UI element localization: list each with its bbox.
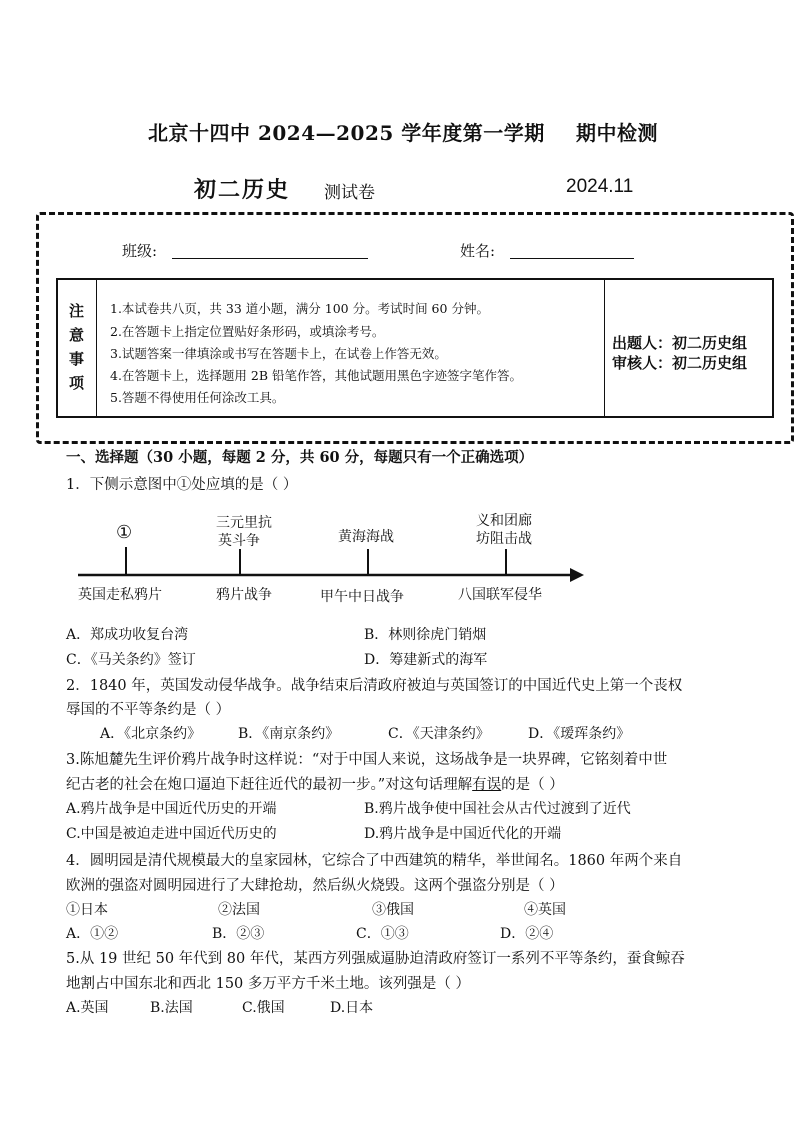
class-label: 班级: <box>122 242 158 260</box>
timeline-event: 三元里抗 <box>216 515 272 531</box>
timeline-event-blank: ① <box>116 522 133 543</box>
question-3-stem-cont <box>66 773 564 794</box>
timeline-arrow <box>570 568 584 582</box>
q3-option-d[interactable]: D.鸦片战争是中国近代化的开端 <box>364 826 562 842</box>
timeline-event: 鸦片战争 <box>216 587 272 603</box>
q4-option-c[interactable]: C．①③ <box>356 926 409 942</box>
q2-option-a[interactable]: A．《北京条约》 <box>100 726 202 742</box>
author-label: 出题人：初二历史组 <box>612 334 748 352</box>
notice-rule: 3.试题答案一律填涂或书写在答题卡上，在试卷上作答无效。 <box>110 346 447 361</box>
question-1-stem: 1．下侧示意图中①处应填的是（ ） <box>66 477 298 493</box>
question-4-stem-cont: 欧洲的强盗对圆明园进行了大肆抢劫，然后纵火烧毁。这两个强盗分别是（ ） <box>66 878 564 894</box>
timeline-event: 英斗争 <box>218 533 260 549</box>
q3-option-b[interactable]: B.鸦片战争使中国社会从古代过渡到了近代 <box>364 801 631 817</box>
notice-heading-char: 项 <box>69 374 85 392</box>
q1-option-a[interactable]: A．郑成功收复台湾 <box>66 627 189 643</box>
notice-rule: 5.答题不得使用任何涂改工具。 <box>110 390 285 405</box>
question-3-stem: 3.陈旭麓先生评价鸦片战争时这样说：“对于中国人来说，这场战争是一块界碑，它铭刻着中世 <box>66 752 668 768</box>
name-label: 姓名: <box>460 242 496 260</box>
timeline-event: 坊阻击战 <box>476 531 532 547</box>
class-field[interactable] <box>172 258 368 259</box>
q3-option-a[interactable]: A.鸦片战争是中国近代历史的开端 <box>66 801 277 817</box>
notice-heading-char: 事 <box>69 350 85 368</box>
q3-option-c[interactable]: C.中国是被迫走进中国近代历史的 <box>66 826 277 842</box>
q4-item: ①日本 <box>66 902 108 918</box>
q4-option-b[interactable]: B．②③ <box>212 926 265 942</box>
q1-option-c[interactable]: C．《马关条约》签订 <box>66 652 196 668</box>
notice-rule: 2.在答题卡上指定位置贴好条形码，或填涂考号。 <box>110 324 385 339</box>
name-field[interactable] <box>510 258 634 259</box>
exam-title: 北京十四中 2024—2025 学年度第一学期 <box>148 121 545 145</box>
timeline-event: 甲午中日战争 <box>320 589 404 605</box>
q4-item: ②法国 <box>218 902 260 918</box>
q4-option-d[interactable]: D．②④ <box>500 926 554 942</box>
q5-option-c[interactable]: C.俄国 <box>242 1000 285 1016</box>
q2-option-d[interactable]: D．《瑷珲条约》 <box>528 726 631 742</box>
q5-option-d[interactable]: D.日本 <box>330 1000 374 1016</box>
question-5-stem-cont: 地割占中国东北和西北 150 多万平方千米土地。该列强是（ ） <box>66 976 471 992</box>
notice-rule: 4.在答题卡上，选择题用 2B 铅笔作答，其他试题用黑色字迹签字笔作答。 <box>110 368 523 383</box>
question-2-stem-cont: 辱国的不平等条约是（ ） <box>66 702 231 718</box>
q4-item: ④英国 <box>524 902 566 918</box>
q4-item: ③俄国 <box>372 902 414 918</box>
question-4-stem: 4．圆明园是清代规模最大的皇家园林，它综合了中西建筑的精华，举世闻名。1860 年两个来自 <box>66 853 683 869</box>
question-2-stem: 2．1840 年，英国发动侵华战争。战争结束后清政府被迫与英国签订的中国近代史上第一个丧权 <box>66 678 683 694</box>
subject-title: 初二历史 <box>194 177 291 203</box>
notice-heading-cell <box>58 280 97 416</box>
notice-heading-char: 注 <box>69 302 85 320</box>
timeline-event: 黄海海战 <box>338 529 394 545</box>
q2-option-c[interactable]: C．《天津条约》 <box>388 726 490 742</box>
q3-emphasis: 有误 <box>472 777 502 793</box>
q5-option-a[interactable]: A.英国 <box>66 1000 109 1016</box>
q2-option-b[interactable]: B．《南京条约》 <box>238 726 340 742</box>
reviewer-label: 审核人：初二历史组 <box>612 354 748 372</box>
timeline-event: 英国走私鸦片 <box>78 587 162 603</box>
q3-text-end: 的是（ ） <box>501 777 564 793</box>
paper-label: 测试卷 <box>324 183 375 203</box>
exam-type: 期中检测 <box>576 121 658 145</box>
q1-option-b[interactable]: B．林则徐虎门销烟 <box>364 627 487 643</box>
q5-option-b[interactable]: B.法国 <box>150 1000 193 1016</box>
q3-text: 纪古老的社会在炮口逼迫下赶往近代的最初一步。”对这句话理解 <box>66 777 473 793</box>
timeline-event: 八国联军侵华 <box>458 587 542 603</box>
notice-heading-char: 意 <box>69 326 85 344</box>
timeline-event: 义和团廊 <box>476 513 532 529</box>
question-5-stem: 5.从 19 世纪 50 年代到 80 年代，某西方列强威逼胁迫清政府签订一系列不平等条约，蚕食鲸吞 <box>66 951 685 967</box>
exam-date: 2024.11 <box>566 176 634 197</box>
q4-option-a[interactable]: A．①② <box>66 926 119 942</box>
q1-option-d[interactable]: D．筹建新式的海军 <box>364 652 488 668</box>
notice-table <box>56 278 774 418</box>
notice-rule: 1.本试卷共八页，共 33 道小题，满分 100 分。考试时间 60 分钟。 <box>110 301 489 316</box>
section-heading: 一、选择题（30 小题，每题 2 分，共 60 分，每题只有一个正确选项） <box>66 449 534 466</box>
